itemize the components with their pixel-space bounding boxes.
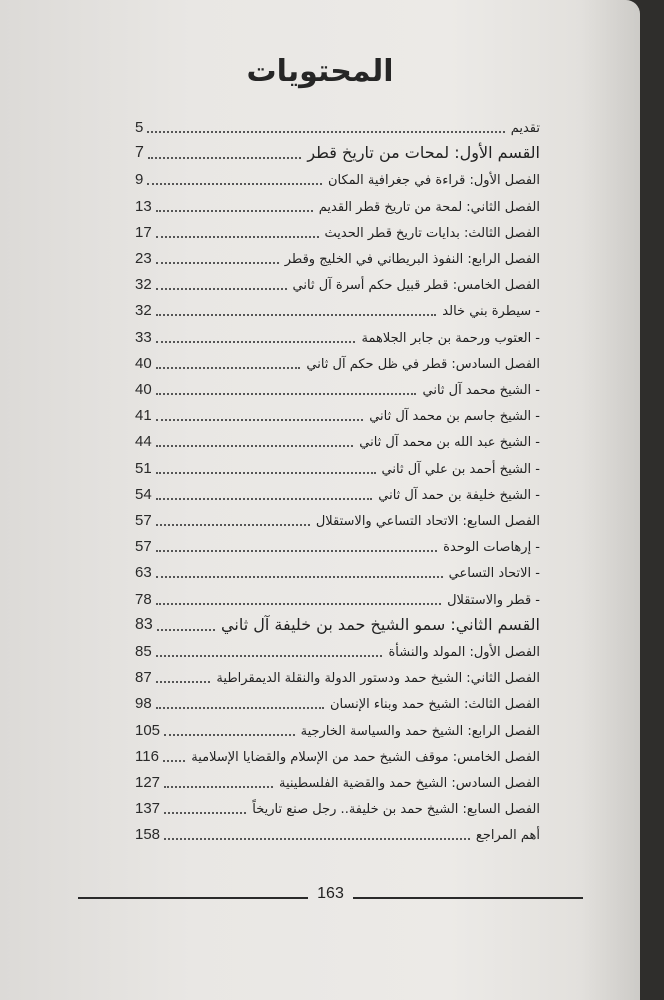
toc-page-number: 9 [135, 171, 144, 189]
toc-row [135, 271, 540, 295]
toc-page-number: 40 [135, 381, 152, 398]
toc-row [135, 586, 540, 610]
toc-entry-title: الفصل السادس: قطر في ظل حكم آل ثاني [306, 356, 540, 372]
footer-rule-right [353, 897, 583, 899]
toc-dot-leader [156, 498, 372, 500]
toc-row [135, 481, 540, 505]
toc-page-number: 127 [135, 774, 161, 791]
toc-entry-title: الفصل السابع: الشيخ حمد بن خليفة.. رجل صنع تاريخاً [252, 802, 540, 818]
toc-page-number: 54 [135, 485, 152, 503]
toc-page-number: 7 [135, 144, 144, 162]
toc-page-number: 78 [135, 590, 152, 608]
toc-entry-title: - سيطرة بني خالد [442, 304, 540, 320]
toc-row [135, 664, 540, 688]
toc-entry-title: الفصل السابع: الاتحاد التساعي والاستقلال [315, 514, 540, 529]
toc-page-number: 87 [135, 669, 152, 687]
toc-row [135, 114, 540, 138]
toc-entry-title: الفصل الأول: المولد والنشأة [388, 645, 540, 660]
toc-page-number: 98 [135, 695, 152, 713]
toc-dot-leader [156, 550, 437, 552]
toc-dot-leader [156, 603, 441, 605]
toc-page-number: 13 [135, 197, 152, 215]
toc-entry-title: - الاتحاد التساعي [448, 566, 540, 582]
toc-entry-title: الفصل الأول: قراءة في جغرافية المكان [327, 173, 540, 189]
toc-entry-title: الفصل الثالث: بدايات تاريخ قطر الحديث [324, 225, 540, 241]
toc-row [135, 324, 540, 348]
toc-entry-title: - الشيخ عبد الله بن محمد آل ثاني [359, 435, 540, 451]
toc-dot-leader [156, 288, 287, 290]
toc-page-number: 32 [135, 276, 152, 294]
toc-entry-title: - قطر والاستقلال [447, 592, 540, 608]
toc-dot-leader [156, 681, 210, 683]
toc-row [135, 350, 540, 374]
page-number: 163 [317, 885, 344, 902]
toc-dot-leader [157, 629, 215, 631]
toc-row [135, 717, 540, 741]
toc-dot-leader [147, 183, 322, 185]
toc-row [135, 795, 540, 819]
toc-entry-title: - الشيخ جاسم بن محمد آل ثاني [369, 409, 540, 425]
toc-page-number: 63 [135, 564, 152, 582]
toc-dot-leader [156, 524, 310, 526]
toc-entry-title: - الشيخ محمد آل ثاني [422, 383, 540, 398]
toc-page-number: 40 [135, 354, 152, 372]
toc-dot-leader [164, 838, 470, 840]
toc-dot-leader [164, 812, 246, 814]
toc-dot-leader [148, 157, 301, 159]
toc-page-number: 41 [135, 407, 152, 425]
toc-page-number: 57 [135, 538, 152, 556]
toc-dot-leader [156, 393, 416, 395]
toc-row [135, 690, 540, 714]
toc-dot-leader [156, 707, 324, 709]
toc-row [135, 743, 540, 767]
toc-entry-title: - العتوب ورحمة بن جابر الجلاهمة [361, 330, 540, 346]
toc-entry-title: الفصل الرابع: النفوذ البريطاني في الخليج وقطر [284, 252, 540, 267]
toc-row [135, 533, 540, 557]
toc-dot-leader [147, 131, 505, 133]
toc-dot-leader [156, 367, 300, 369]
toc-entry-title: الفصل الخامس: موقف الشيخ حمد من الإسلام والقضايا الإسلامية [191, 749, 540, 765]
page-shadow [580, 0, 640, 1000]
toc-row [135, 821, 540, 845]
toc-entry-title: القسم الأول: لمحات من تاريخ قطر [307, 143, 540, 163]
toc-dot-leader [156, 472, 376, 474]
toc-page-number: 5 [135, 119, 144, 136]
toc-row [135, 376, 540, 400]
toc-entry-title: القسم الثاني: سمو الشيخ حمد بن خليفة آل ثاني [221, 614, 540, 634]
toc-dot-leader [156, 445, 353, 447]
toc-dot-leader [156, 655, 382, 657]
toc-dot-leader [163, 760, 185, 762]
footer-rule-left [78, 897, 308, 899]
toc-row [135, 638, 540, 662]
toc-entry-title: - الشيخ أحمد بن علي آل ثاني [381, 461, 540, 477]
toc-part-row [135, 612, 540, 636]
toc-part-row [135, 140, 540, 164]
toc-row [135, 219, 540, 243]
toc-dot-leader [156, 341, 355, 343]
toc-page-number: 83 [135, 615, 153, 633]
toc-page-number: 85 [135, 643, 152, 660]
toc-dot-leader [156, 236, 319, 238]
toc-dot-leader [156, 419, 363, 421]
toc-entry-title: تقديم [510, 121, 540, 136]
toc-row [135, 193, 540, 217]
toc-entry-title: الفصل السادس: الشيخ حمد والقضية الفلسطينية [278, 776, 540, 791]
toc-row [135, 428, 540, 452]
toc-page-number: 158 [135, 826, 161, 844]
toc-entry-title: الفصل الرابع: الشيخ حمد والسياسة الخارجية [300, 723, 540, 739]
toc-page-number: 57 [135, 512, 152, 529]
toc-entry-title: الفصل الخامس: قطر قبيل حكم أسرة آل ثاني [292, 278, 540, 294]
toc-page-number: 137 [135, 800, 161, 818]
page-footer [78, 887, 583, 907]
toc-row [135, 297, 540, 321]
toc-dot-leader [156, 576, 443, 578]
toc-entry-title: الفصل الثالث: الشيخ حمد وبناء الإنسان [330, 697, 540, 713]
page-title: المحتويات [246, 54, 394, 89]
toc-row [135, 507, 540, 531]
toc-row [135, 769, 540, 793]
toc-dot-leader [164, 786, 273, 788]
toc-page-number: 23 [135, 250, 152, 267]
toc-entry-title: الفصل الثاني: لمحة من تاريخ قطر القديم [318, 199, 540, 215]
toc-page-number: 33 [135, 328, 152, 346]
toc-page-number: 44 [135, 433, 152, 451]
toc-row [135, 559, 540, 583]
toc-row [135, 245, 540, 269]
toc-entry-title: - الشيخ خليفة بن حمد آل ثاني [378, 487, 540, 503]
toc-dot-leader [156, 262, 279, 264]
toc-dot-leader [156, 314, 436, 316]
toc-dot-leader [156, 210, 313, 212]
toc-row [135, 455, 540, 479]
toc-row [135, 402, 540, 426]
toc-dot-leader [164, 734, 295, 736]
toc-entry-title: الفصل الثاني: الشيخ حمد ودستور الدولة والنقلة الديمقراطية [216, 671, 540, 687]
toc-entry-title: - إرهاصات الوحدة [443, 540, 540, 556]
toc-page-number: 105 [135, 721, 161, 739]
toc-page-number: 116 [135, 747, 159, 765]
toc-page-number: 51 [135, 459, 152, 477]
toc-entry-title: أهم المراجع [475, 828, 540, 844]
toc-page-number: 17 [135, 223, 152, 241]
toc-page-number: 32 [135, 302, 152, 320]
toc-row [135, 166, 540, 190]
